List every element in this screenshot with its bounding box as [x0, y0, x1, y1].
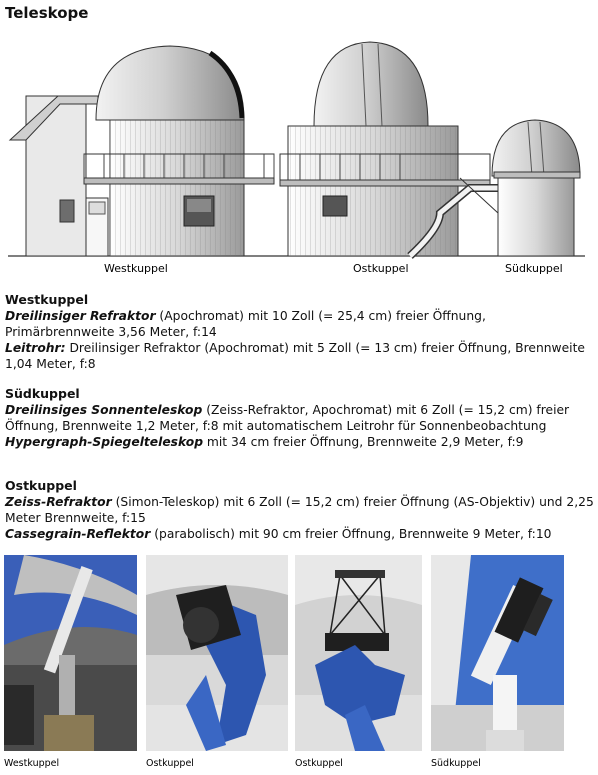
photo-caption: Ostkuppel — [146, 758, 194, 769]
photo-caption: Südkuppel — [431, 758, 481, 769]
photo-image — [146, 555, 288, 751]
telescope-detail: (Zeiss-Refraktor, Apochromat) mit 6 Zoll (= 15,2 cm) freier Öffnung, Brennweite 1,2 Meter, f:8 mit automatischem Leitrohr für Sonnenbeobachtung — [5, 403, 570, 433]
west-dome — [84, 46, 274, 256]
east-dome — [280, 42, 498, 256]
photo-image — [4, 555, 137, 751]
telescope-detail: (parabolisch) mit 90 cm freier Öffnung, Brennweite 9 Meter, f:10 — [150, 527, 552, 541]
photo-caption: Westkuppel — [4, 758, 60, 769]
telescope-entry — [5, 434, 595, 450]
photo-image — [295, 555, 422, 751]
telescope-entry — [5, 494, 595, 526]
telescope-detail: Dreilinsiger Refraktor (Apochromat) mit 5 Zoll (= 13 cm) freier Öffnung, Brennweite 1,04 Meter, f:8 — [5, 341, 585, 371]
west-house — [10, 96, 108, 256]
section-westkuppel — [5, 292, 595, 372]
telescope-entry — [5, 340, 595, 372]
south-dome — [492, 120, 580, 256]
label-suedkuppel: Südkuppel — [505, 262, 563, 275]
telescope-name: Leitrohr: — [5, 341, 66, 355]
photo-suedkuppel[interactable] — [431, 555, 564, 769]
telescope-entry — [5, 402, 595, 434]
telescope-name: Zeiss-Refraktor — [5, 495, 112, 509]
photo-gallery — [4, 555, 594, 775]
telescope-detail: (Simon-Teleskop) mit 6 Zoll (= 15,2 cm) freier Öffnung (AS-Objektiv) und 2,25 Meter Brennweite, f:15 — [5, 495, 594, 525]
photo-ostkuppel-cassegrain[interactable] — [146, 555, 288, 769]
telescope-detail: (Apochromat) mit 10 Zoll (= 25,4 cm) freier Öffnung, Primärbrennweite 3,56 Meter, f:14 — [5, 309, 486, 339]
photo-caption: Ostkuppel — [295, 758, 343, 769]
telescope-name: Dreilinsiges Sonnenteleskop — [5, 403, 203, 417]
label-ostkuppel: Ostkuppel — [353, 262, 409, 275]
label-westkuppel: Westkuppel — [104, 262, 168, 275]
photo-ostkuppel-truss[interactable] — [295, 555, 422, 769]
photo-image — [431, 555, 564, 751]
page-title: Teleskope — [5, 4, 89, 22]
section-suedkuppel — [5, 386, 595, 450]
section-heading: Westkuppel — [5, 292, 89, 307]
section-ostkuppel — [5, 478, 595, 542]
telescope-name: Hypergraph-Spiegelteleskop — [5, 435, 203, 449]
telescope-detail: mit 34 cm freier Öffnung, Brennweite 2,9 Meter, f:9 — [203, 435, 524, 449]
section-heading: Südkuppel — [5, 386, 80, 401]
observatory-illustration — [0, 28, 598, 282]
photo-westkuppel-refractor[interactable] — [4, 555, 137, 769]
telescope-entry — [5, 526, 595, 542]
section-heading: Ostkuppel — [5, 478, 77, 493]
telescope-name: Dreilinsiger Refraktor — [5, 309, 156, 323]
telescope-name: Cassegrain-Reflektor — [5, 527, 151, 541]
telescope-entry — [5, 308, 595, 340]
